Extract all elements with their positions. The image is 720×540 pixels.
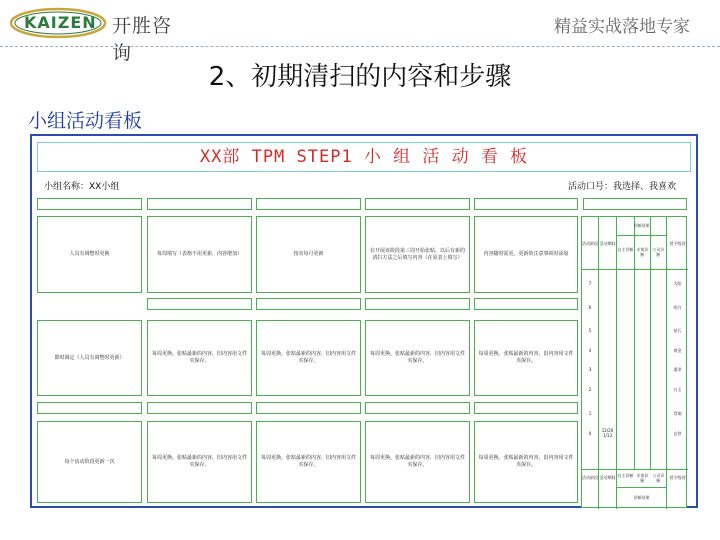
stage-label: 1 (588, 411, 592, 416)
logo-text-en: KAIZEN (24, 13, 97, 32)
board-cell (365, 320, 470, 396)
cell-note: 内容随时需更，更新的注意事项时添加 (483, 251, 569, 257)
cell-note: 每周更换。张贴最新的内容，旧内容用文件夹保存。 (369, 455, 465, 468)
header-strip (147, 298, 252, 310)
board-cell (147, 216, 252, 293)
cell-note: 每周更换。张贴最新的内容，旧内容用文件夹保存。 (478, 455, 574, 468)
board-cell (37, 421, 142, 503)
header-strip (147, 402, 252, 414)
board-cell (474, 421, 578, 503)
cell-note: 即时调定（人员有调整时更新） (54, 354, 125, 361)
company-slogan: 精益实战落地专家 (554, 17, 690, 37)
header-strip (583, 198, 687, 210)
diag-col-expert: 专家诊断 (636, 247, 649, 257)
stage-label: 7 (588, 281, 592, 286)
diag-col-stage-bottom: 活动阶段 (582, 475, 598, 480)
board-cell (256, 421, 361, 503)
header-strip (474, 298, 578, 310)
board-cell (365, 421, 470, 503)
cell-note: 每周更换。张贴最新的内容，旧内容用文件夹保存。 (478, 351, 574, 364)
diag-result-header: 诊断结果 (633, 223, 650, 228)
header-strip (474, 198, 578, 210)
board-cell (256, 216, 361, 293)
stage-label: 6 (588, 305, 592, 310)
diag-col-award: 授予级别 (669, 241, 686, 246)
award-label: 钻石 (673, 328, 682, 333)
header-strip (37, 198, 142, 210)
header-strip (365, 198, 470, 210)
board-cell (147, 421, 252, 503)
diag-col-expert-bottom: 专家诊断 (636, 473, 649, 483)
header-strip (256, 402, 361, 414)
diagnosis-table (581, 216, 687, 508)
diag-col-company-bottom: 公司诊断 (652, 473, 665, 483)
header-divider (0, 46, 720, 47)
activity-board (30, 134, 698, 508)
cell-note: 在开展该阶段第三周开始张贴，以后有新的清扫方法之后填写内容（在原表上填写） (369, 247, 465, 261)
week-label: 12/20 1/13 (601, 428, 614, 438)
stage-label: 4 (588, 348, 592, 353)
stage-label: 2 (588, 387, 592, 392)
cell-note: 每周填写（表格不用更新，内容增加） (156, 251, 242, 257)
board-cell (365, 216, 470, 293)
board-cell (37, 216, 142, 293)
board-cell (37, 320, 142, 396)
award-label: 玄铁 (673, 431, 682, 436)
team-name-label: 小组名称：XX小组 (44, 182, 120, 192)
page-title: 2、初期清扫的内容和步骤 (208, 62, 512, 92)
board-title: XX部 TPM STEP1 小 组 活 动 看 板 (37, 142, 691, 172)
header-strip (37, 402, 142, 414)
diag-col-award-bottom: 授予级别 (669, 475, 686, 480)
cell-note: 人员有调整时更换 (69, 251, 110, 257)
diag-col-company: 公司诊断 (652, 247, 665, 257)
cell-note: 每周更换。张贴最新的内容，旧内容用文件夹保存。 (369, 351, 465, 364)
kaizen-logo (8, 6, 188, 64)
diag-result-footer: 诊断结果 (633, 495, 650, 500)
stage-label: 0 (588, 431, 592, 436)
header-strip (256, 298, 361, 310)
cell-note: 每周更换。张贴最新的内容，旧内容用文件夹保存。 (151, 351, 247, 364)
cell-note: 每周更换。张贴最新的内容，旧内容用文件夹保存。 (260, 455, 356, 468)
header-strip (474, 402, 578, 414)
award-label: 黄金 (673, 348, 682, 353)
header-strip (365, 298, 470, 310)
award-label: 青铜 (673, 411, 682, 416)
cell-note: 每周更换。张贴最新的内容，旧内容用文件夹保存。 (260, 351, 356, 364)
diag-col-stage: 活动阶段 (582, 241, 598, 246)
diag-col-self-bottom: 自主诊断 (617, 473, 634, 478)
cell-note: 按实每月更新 (293, 251, 324, 257)
stage-label: 3 (588, 367, 592, 372)
header-strip (365, 402, 470, 414)
cell-note: 每个活动阶段更新一次 (64, 458, 115, 465)
board-cell (474, 320, 578, 396)
board-cell (474, 216, 578, 293)
header-strip (147, 198, 252, 210)
logo-text-cn: 开胜咨询 (112, 15, 173, 64)
board-cell (256, 320, 361, 396)
stage-label: 5 (588, 328, 592, 333)
diag-col-week: 活动期间 (599, 241, 616, 246)
award-label: 翡翠 (673, 367, 682, 372)
cell-note: 每周更换。张贴最新的内容，旧内容用文件夹保存。 (151, 455, 247, 468)
diag-col-week-bottom: 活动期间 (599, 475, 616, 480)
header-strip (256, 198, 361, 210)
section-title: 小组活动看板 (28, 110, 143, 132)
award-label: 太阳 (673, 281, 682, 286)
diag-col-self: 自主诊断 (617, 247, 634, 252)
board-cell (147, 320, 252, 396)
award-label: 明月 (673, 305, 682, 310)
activity-slogan-label: 活动口号：我选择、我喜欢 (567, 182, 676, 192)
award-label: 白玉 (673, 387, 682, 392)
header (0, 0, 720, 64)
